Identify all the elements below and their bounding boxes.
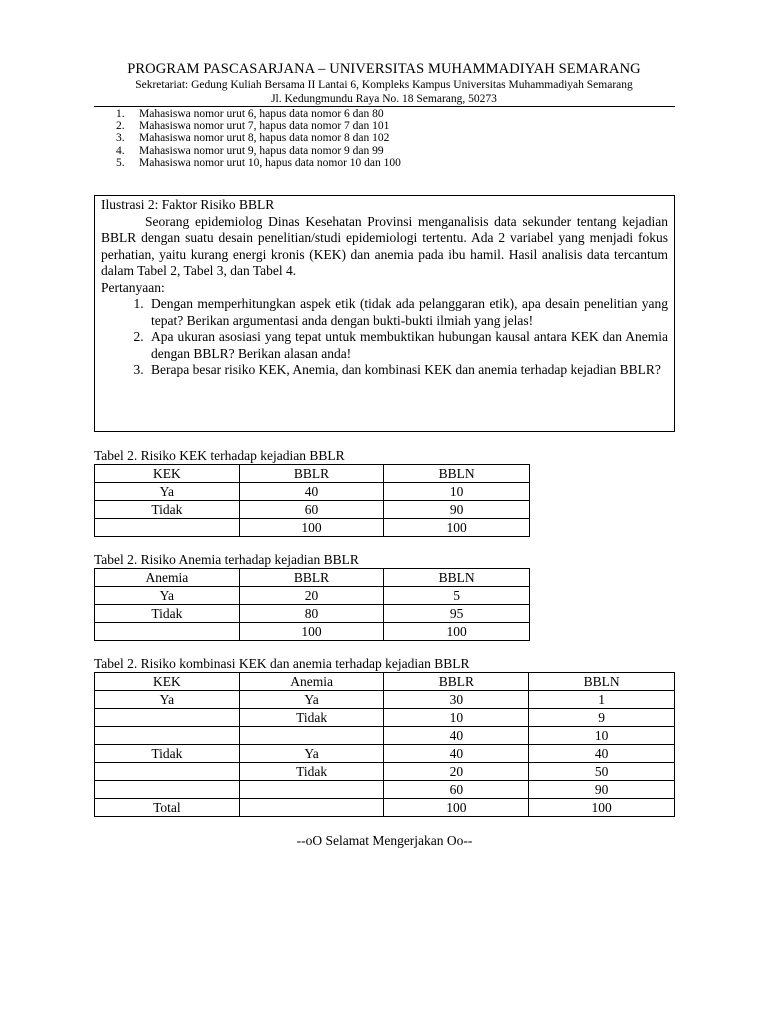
table-row <box>95 691 675 709</box>
table-cell: Ya <box>239 691 384 709</box>
table-cell: 40 <box>384 727 529 745</box>
table-row <box>95 709 675 727</box>
header-cell: Anemia <box>95 569 240 587</box>
table-row <box>95 781 675 799</box>
illustration-title: Ilustrasi 2: Faktor Risiko BBLR <box>101 197 275 212</box>
header-divider <box>94 106 675 107</box>
table-row <box>95 587 530 605</box>
instruction-list <box>94 108 654 169</box>
question-item: 2. Apa ukuran asosiasi yang tepat untuk membuktikan hubungan kausal antara KEK dan Anemia dengan BBLR? Berikan alasan anda! <box>147 329 668 362</box>
table-cell: Ya <box>239 745 384 763</box>
table-row <box>95 483 530 501</box>
table-cell: 60 <box>239 501 384 519</box>
table-row <box>95 519 530 537</box>
question-item: 3. Berapa besar risiko KEK, Anemia, dan kombinasi KEK dan anemia terhadap kejadian BBLR? <box>147 362 668 379</box>
institution-title: PROGRAM PASCASARJANA – UNIVERSITAS MUHAMMADIYAH SEMARANG <box>127 61 641 77</box>
table-cell: 40 <box>239 483 384 501</box>
header-cell: KEK <box>95 465 240 483</box>
table-cell: Tidak <box>95 605 240 623</box>
list-item: 1. Mahasiswa nomor urut 6, hapus data nomor 6 dan 80 <box>116 108 384 120</box>
illustration-paragraph: Seorang epidemiolog Dinas Kesehatan Provinsi menganalisis data sekunder tentang kejadian BBLR dengan suatu desain penelitian/studi epidemiologi tertentu. Ada 2 variabel yang menjadi fokus perhatian, yaitu kurang energi kronis (KEK) dan anemia pada ibu hamil. Hasil analisis data tercantum dalam Tabel 2, Tabel 3, dan Tabel 4. <box>101 213 668 278</box>
table-cell <box>95 709 240 727</box>
table-row <box>95 605 530 623</box>
table-cell: 1 <box>529 691 675 709</box>
list-item: 3. Mahasiswa nomor urut 8, hapus data nomor 8 dan 102 <box>116 132 390 145</box>
table-row <box>95 727 675 745</box>
table-cell: 20 <box>239 587 384 605</box>
table-row <box>95 745 675 763</box>
list-item: 2. Mahasiswa nomor urut 7, hapus data nomor 7 dan 101 <box>116 120 390 133</box>
table-cell: 9 <box>529 709 675 727</box>
questions-label: Pertanyaan: <box>101 279 165 295</box>
table-cell: Tidak <box>95 745 240 763</box>
table-cell: 20 <box>384 763 529 781</box>
secretariat-line: Sekretariat: Gedung Kuliah Bersama II Lantai 6, Kompleks Kampus Universitas Muhammadiyah Semarang <box>135 79 633 91</box>
table-cell <box>95 781 240 799</box>
header-cell: KEK <box>95 673 240 691</box>
table-cell <box>95 727 240 745</box>
table1 <box>94 464 530 537</box>
header-cell: BBLN <box>384 465 530 483</box>
table-row <box>95 501 530 519</box>
table-header-row <box>95 465 530 483</box>
table-cell: Total <box>95 799 240 817</box>
table-cell: 60 <box>384 781 529 799</box>
table-header-row <box>95 569 530 587</box>
table-cell: 90 <box>384 501 530 519</box>
table-cell: 100 <box>239 623 384 641</box>
question-item: 1. Dengan memperhitungkan aspek etik (tidak ada pelanggaran etik), apa desain penelitian yang tepat? Berikan argumentasi anda dengan bukti-bukti ilmiah yang jelas! <box>147 296 668 329</box>
table-cell: 40 <box>384 745 529 763</box>
table-cell: Tidak <box>95 501 240 519</box>
header-cell: BBLN <box>384 569 530 587</box>
table-cell <box>239 799 384 817</box>
letterhead <box>94 60 674 106</box>
table-cell: 100 <box>384 519 530 537</box>
header-cell: BBLR <box>384 673 529 691</box>
table-cell: 95 <box>384 605 530 623</box>
table-cell <box>95 763 240 781</box>
table-cell: 10 <box>384 709 529 727</box>
list-item: 4. Mahasiswa nomor urut 9, hapus data nomor 9 dan 99 <box>116 144 384 157</box>
table-row <box>95 623 530 641</box>
table-cell: 30 <box>384 691 529 709</box>
illustration-box <box>94 195 675 432</box>
table-cell: Ya <box>95 587 240 605</box>
table-cell <box>239 727 384 745</box>
table-cell: 10 <box>384 483 530 501</box>
header-cell: Anemia <box>239 673 384 691</box>
table3-caption: Tabel 2. Risiko kombinasi KEK dan anemia terhadap kejadian BBLR <box>94 656 470 671</box>
table-cell: 100 <box>384 623 530 641</box>
table1-caption: Tabel 2. Risiko KEK terhadap kejadian BBLR <box>94 448 345 463</box>
questions-list <box>101 296 668 379</box>
table-cell: 100 <box>239 519 384 537</box>
table2 <box>94 568 530 641</box>
table-cell: Tidak <box>239 763 384 781</box>
table-cell <box>95 519 240 537</box>
table-cell: 90 <box>529 781 675 799</box>
table-cell: Ya <box>95 691 240 709</box>
address-line: Jl. Kedungmundu Raya No. 18 Semarang, 50273 <box>271 93 497 105</box>
table-cell: 5 <box>384 587 530 605</box>
list-item: 5. Mahasiswa nomor urut 10, hapus data nomor 10 dan 100 <box>116 156 401 169</box>
table-cell <box>95 623 240 641</box>
header-cell: BBLN <box>529 673 675 691</box>
table-cell: 100 <box>384 799 529 817</box>
table2-caption: Tabel 2. Risiko Anemia terhadap kejadian BBLR <box>94 552 359 567</box>
table-header-row <box>95 673 675 691</box>
table-row <box>95 763 675 781</box>
table-total-row <box>95 799 675 817</box>
header-cell: BBLR <box>239 569 384 587</box>
table-cell: 80 <box>239 605 384 623</box>
closing-line: --oO Selamat Mengerjakan Oo-- <box>296 833 473 848</box>
table3 <box>94 672 675 817</box>
table-cell <box>239 781 384 799</box>
table-cell: Tidak <box>239 709 384 727</box>
table-cell: 100 <box>529 799 675 817</box>
table-cell: 10 <box>529 727 675 745</box>
table-cell: 50 <box>529 763 675 781</box>
table-cell: 40 <box>529 745 675 763</box>
header-cell: BBLR <box>239 465 384 483</box>
table-cell: Ya <box>95 483 240 501</box>
